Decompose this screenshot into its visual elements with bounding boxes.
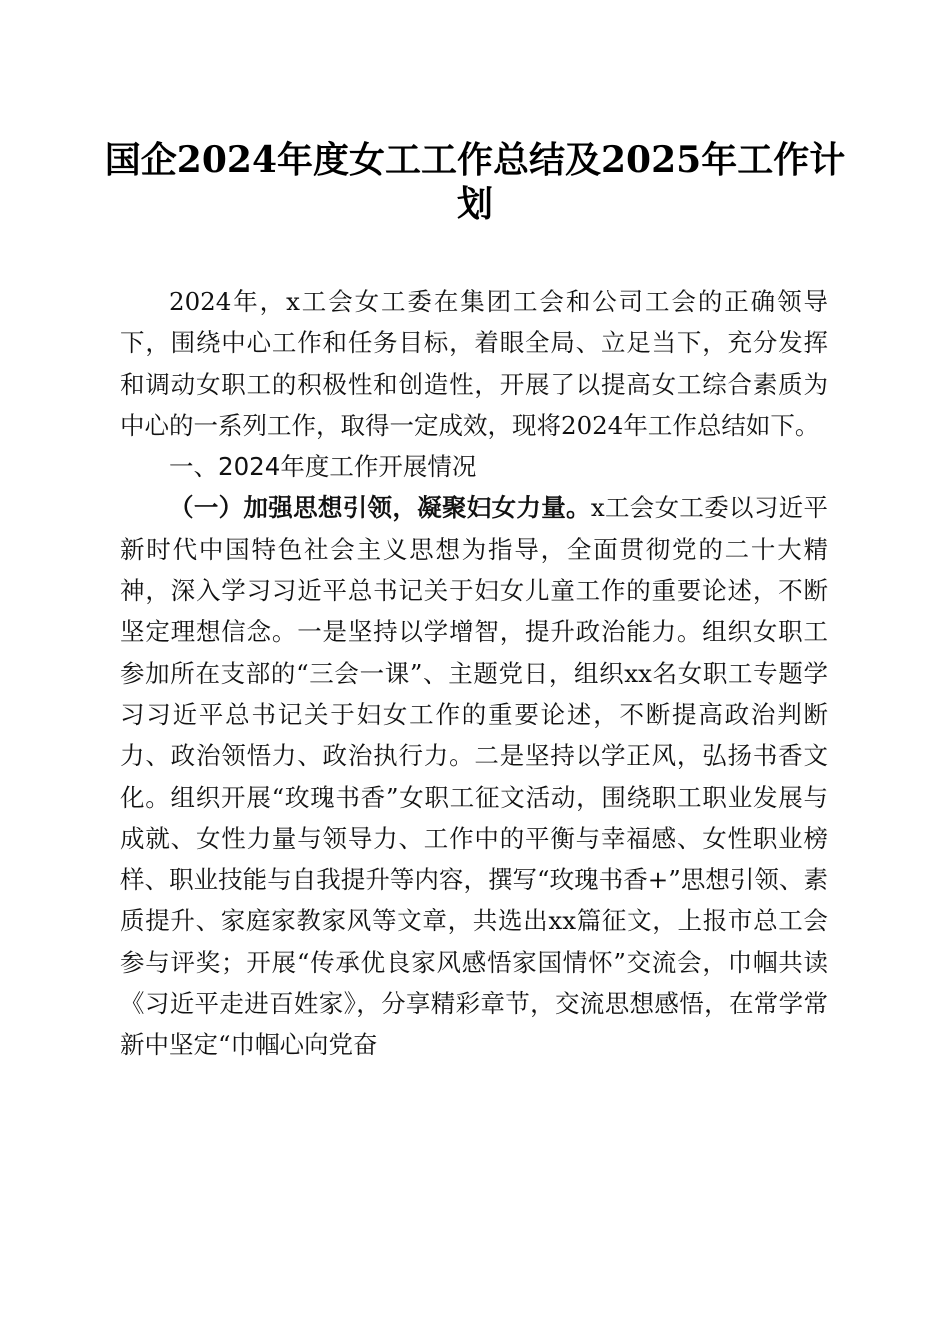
item-body: x工会女工委以习近平新时代中国特色社会主义思想为指导，全面贯彻党的二十大精神，深入学习习近平总书记关于妇女儿童工作的重要论述，不断坚定理想信念。一是坚持以学增智，提升政治能力。组织女职工参加所在支部的“三会一课”、主题党日，组织xx名女职工专题学习习近平总书记关于妇女工作的重要论述，不断提高政治判断力、政治领悟力、政治执行力。二是坚持以学正风，弘扬书香文化。组织开展“玫瑰书香”女职工征文活动，围绕职工职业发展与成就、女性力量与领导力、工作中的平衡与幸福感、女性职业榜样、职业技能与自我提升等内容，撰写“玫瑰书香+”思想引领、素质提升、家庭家教家风等文章，共选出xx篇征文，上报市总工会参与评奖；开展“传承优良家风感悟家国情怀”交流会，巾帼共读《习近平走进百姓家》，分享精彩章节，交流思想感悟，在常学常新中坚定“巾帼心向党奋 — [120, 493, 828, 1060]
document-body — [120, 281, 828, 1066]
section-heading: 一、2024年度工作开展情况 — [169, 452, 477, 482]
item-paragraph — [120, 487, 828, 1065]
document-title: 国企2024年度女工工作总结及2025年工作计划 — [104, 139, 846, 225]
item-lead: （一）加强思想引领，凝聚妇女力量。 — [169, 493, 591, 523]
intro-paragraph: 2024年，x工会女工委在集团工会和公司工会的正确领导下，围绕中心工作和任务目标，着眼全局、立足当下，充分发挥和调动女职工的积极性和创造性，开展了以提高女工综合素质为中心的一系列工作，取得一定成效，现将2024年工作总结如下。 — [120, 287, 828, 440]
